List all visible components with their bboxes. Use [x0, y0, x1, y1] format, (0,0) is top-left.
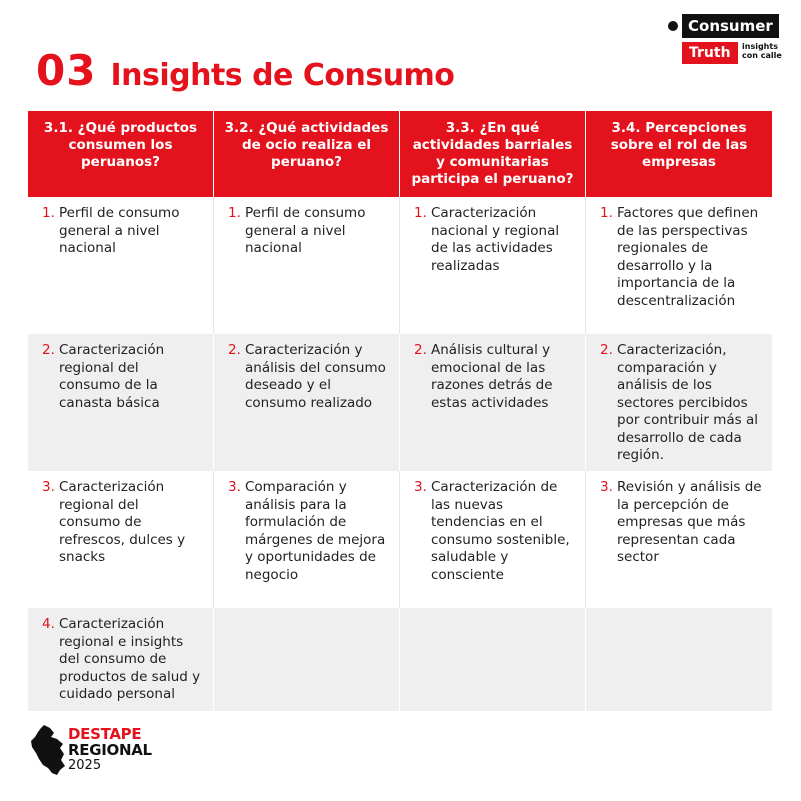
table-cell-empty	[214, 608, 400, 711]
item-number: 2.	[42, 342, 55, 358]
table-cell	[28, 471, 214, 608]
table-cell-empty	[400, 608, 586, 711]
table-cell	[214, 334, 400, 471]
item-text: Caracterización regional del consumo de la canasta básica	[59, 342, 165, 411]
item-text: Caracterización de las nuevas tendencias en el consumo sostenible, saludable y consciente	[431, 479, 570, 583]
item-number: 1.	[414, 205, 427, 221]
item-number: 1.	[228, 205, 241, 221]
footer-year: 2025	[68, 758, 102, 773]
footer-destape: DESTAPE	[68, 725, 142, 743]
table-header	[28, 111, 772, 197]
consumer-truth-logo	[668, 14, 788, 70]
table-cell	[400, 334, 586, 471]
item-text: Factores que definen de las perspectivas regionales de desarrollo y la importancia de la descentralización	[617, 205, 759, 309]
column-header: 3.2. ¿Qué actividades de ocio realiza el peruano?	[214, 111, 400, 197]
table-cell	[28, 334, 214, 471]
section-title: Insights de Consumo	[110, 58, 455, 93]
table-row	[28, 334, 772, 471]
item-text: Caracterización regional del consumo de refrescos, dulces y snacks	[59, 479, 186, 565]
item-number: 4.	[42, 616, 55, 632]
item-number: 2.	[414, 342, 427, 358]
item-number: 3.	[42, 479, 55, 495]
item-number: 1.	[600, 205, 613, 221]
column-header: 3.1. ¿Qué productos consumen los peruanos?	[28, 111, 214, 197]
page-title	[36, 46, 454, 96]
destape-regional-logo	[30, 724, 170, 778]
table-cell	[400, 197, 586, 334]
item-text: Caracterización regional e insights del consumo de productos de salud y cuidado personal	[59, 616, 201, 702]
table-cell	[28, 608, 214, 711]
item-text: Caracterización nacional y regional de las actividades realizadas	[431, 205, 560, 274]
table-cell	[214, 197, 400, 334]
item-number: 3.	[600, 479, 613, 495]
item-text: Análisis cultural y emocional de las razones detrás de estas actividades	[431, 342, 553, 411]
table-row	[28, 197, 772, 334]
peru-map-icon	[30, 724, 66, 776]
logo-truth-text: Truth	[682, 42, 738, 64]
item-text: Perfil de consumo general a nivel nacional	[59, 205, 180, 256]
table-cell	[28, 197, 214, 334]
table-row	[28, 608, 772, 711]
column-header: 3.4. Percepciones sobre el rol de las empresas	[610, 120, 748, 170]
footer-regional: REGIONAL	[68, 741, 152, 759]
table-cell	[586, 471, 772, 608]
table-row	[28, 471, 772, 608]
item-text: Caracterización y análisis del consumo deseado y el consumo realizado	[245, 342, 386, 411]
table-cell	[214, 471, 400, 608]
column-header: 3.3. ¿En qué actividades barriales y comunitarias participa el peruano?	[400, 111, 586, 197]
logo-tagline: insights con calle	[742, 42, 782, 60]
table-cell	[586, 334, 772, 471]
item-number: 3.	[228, 479, 241, 495]
item-number: 3.	[414, 479, 427, 495]
table-cell	[586, 197, 772, 334]
table-cell-empty	[586, 608, 772, 711]
table-cell	[400, 471, 586, 608]
section-number: 03	[36, 46, 97, 95]
item-number: 2.	[600, 342, 613, 358]
logo-consumer-text: Consumer	[682, 14, 779, 38]
item-text: Caracterización, comparación y análisis de los sectores percibidos por contribuir más al desarrollo de cada región.	[617, 342, 758, 463]
item-number: 2.	[228, 342, 241, 358]
item-text: Comparación y análisis para la formulación de márgenes de mejora y oportunidades de negocio	[245, 479, 386, 583]
item-text: Revisión y análisis de la percepción de empresas que más representan cada sector	[617, 479, 762, 565]
insights-table	[28, 111, 772, 711]
logo-dot	[668, 21, 678, 31]
item-text: Perfil de consumo general a nivel nacional	[245, 205, 366, 256]
item-number: 1.	[42, 205, 55, 221]
